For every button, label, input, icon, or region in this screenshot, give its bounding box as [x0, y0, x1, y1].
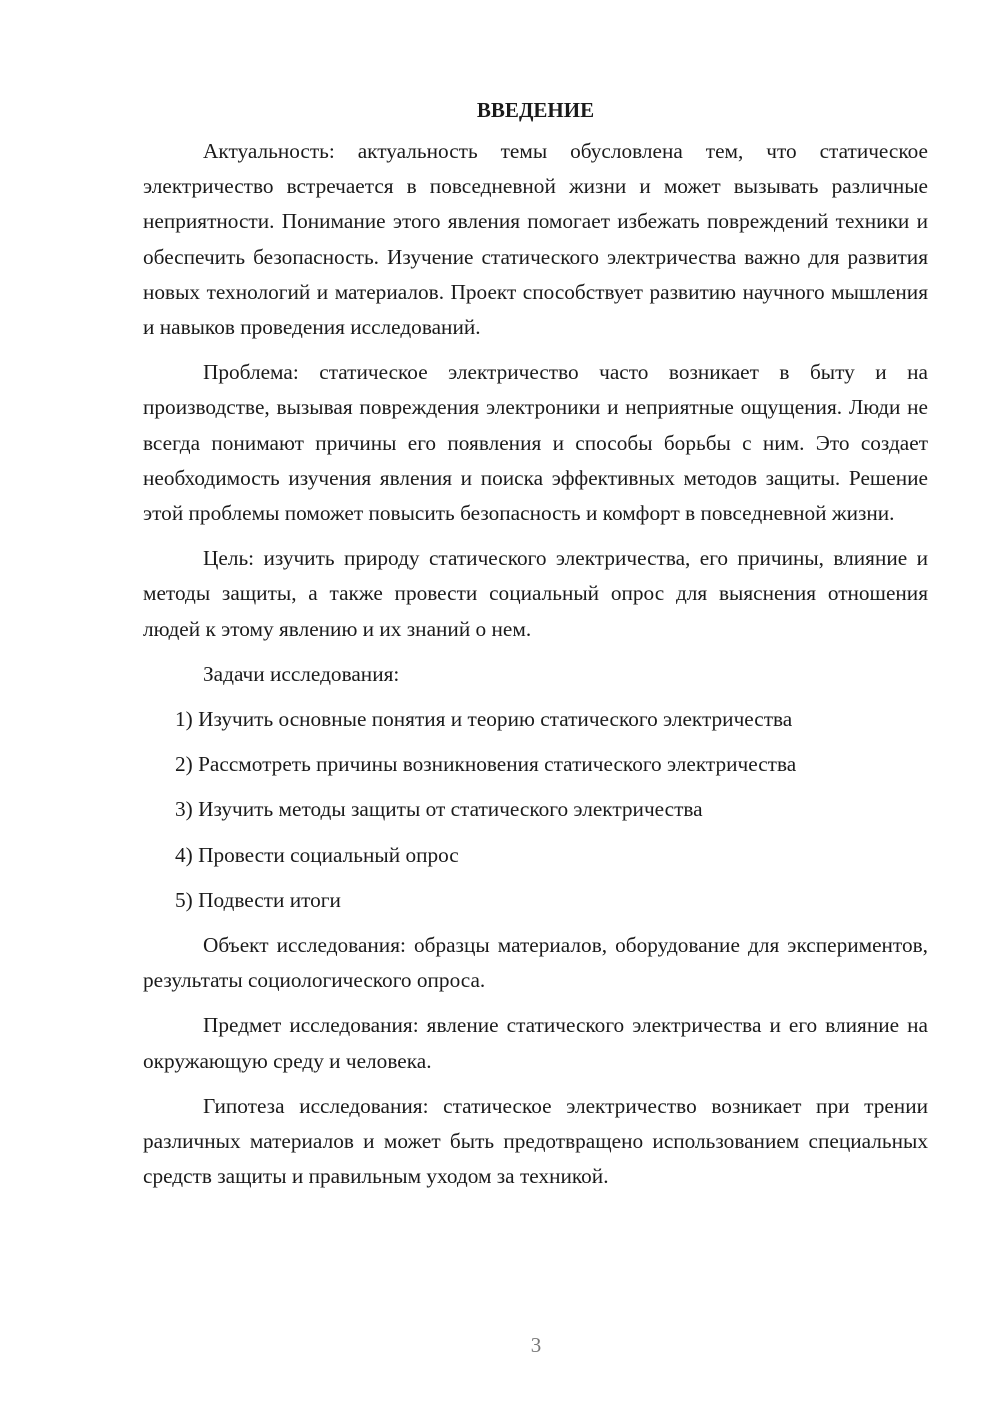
paragraph-relevance: Актуальность: актуальность темы обусловлена тем, что статическое электричество встречается в повседневной жизни и может вызывать различные неприятности. Понимание этого явления помогает избежать повреждений техники и обеспечить безопасность. Изучение статического электричества важно для развития новых технологий и материалов. Проект способствует развитию научного мышления и навыков проведения исследований. [143, 139, 928, 340]
list-item: 5) Подвести итоги [175, 887, 341, 912]
tasks-heading: Задачи исследования: [203, 661, 400, 686]
section-title: ВВЕДЕНИЕ [476, 98, 595, 122]
paragraph-problem: Проблема: статическое электричество часто возникает в быту и на производстве, вызывая повреждения электроники и неприятные ощущения. Люди не всегда понимают причины его появления и способы борьбы с ним. Это создает необходимость изучения явления и поиска эффективных методов защиты. Решение этой проблемы поможет повысить безопасность и комфорт в повседневной жизни. [143, 360, 928, 526]
page-number: 3 [530, 1333, 542, 1357]
paragraph-subject: Предмет исследования: явление статического электричества и его влияние на окружающую среду и человека. [143, 1013, 928, 1073]
list-item: 1) Изучить основные понятия и теорию статического электричества [175, 707, 793, 732]
list-item: 3) Изучить методы защиты от статического электричества [175, 797, 703, 822]
list-item: 2) Рассмотреть причины возникновения статического электричества [175, 752, 797, 777]
paragraph-goal: Цель: изучить природу статического электричества, его причины, влияние и методы защиты, а также провести социальный опрос для выяснения отношения людей к этому явлению и их знаний о нем. [143, 546, 928, 641]
paragraph-object: Объект исследования: образцы материалов, оборудование для экспериментов, результаты социологического опроса. [143, 933, 928, 993]
page-content [143, 92, 928, 1204]
paragraph-hypothesis: Гипотеза исследования: статическое электричество возникает при трении различных материалов и может быть предотвращено использованием специальных средств защиты и правильным уходом за техникой. [143, 1093, 928, 1189]
task-list [143, 702, 928, 918]
list-item: 4) Провести социальный опрос [175, 842, 459, 867]
